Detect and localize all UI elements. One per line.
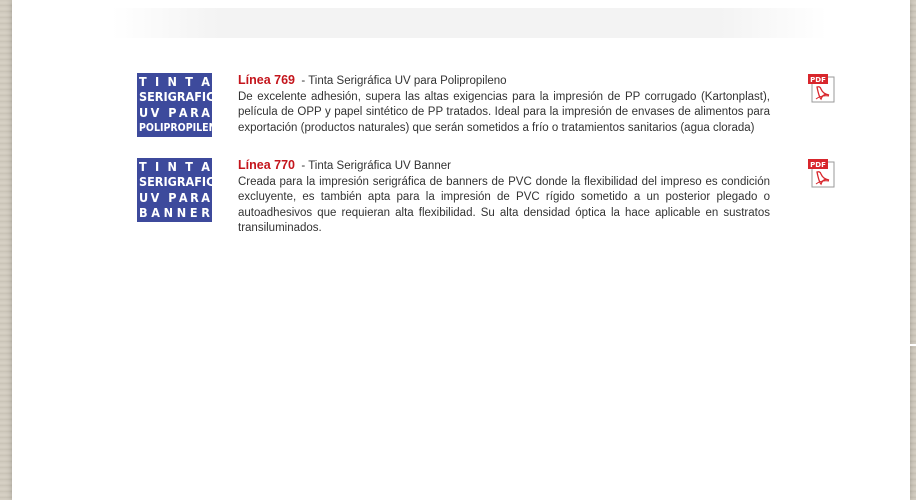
product-description: Creada para la impresión serigráfica de banners de PVC donde la flexibilidad del impreso es condición excluyente, es también apta para la impresión de PVC rígido sometido a un posterior plegado o autoadhesivos que requieran alta flexibilidad. Su alta densidad óptica la hace aplicable en sustratos transiluminados. bbox=[238, 175, 770, 234]
product-text bbox=[238, 158, 770, 237]
logo-line: POLIPROPILENO bbox=[139, 121, 225, 134]
pdf-label: PDF bbox=[810, 76, 826, 84]
top-band bbox=[112, 8, 827, 38]
product-logo-tile bbox=[137, 73, 225, 137]
product-description: De excelente adhesión, supera las altas exigencias para la impresión de PP corrugado (Kartonplast), película de OPP y papel sintético de PP tratados. Ideal para la impresión de envases de alimentos para exportación (productos naturales) que serán sometidos a frío o tratamientos sanitarios (agua clorada) bbox=[238, 90, 770, 134]
pdf-download-icon[interactable] bbox=[807, 73, 839, 103]
line-name: Línea 769 bbox=[238, 73, 295, 87]
line-subtitle: - Tinta Serigráfica UV Banner bbox=[301, 160, 451, 172]
product-title-row bbox=[238, 73, 770, 90]
line-subtitle: - Tinta Serigráfica UV para Polipropileno bbox=[301, 75, 507, 87]
logo-line: SERIGRAFICA bbox=[139, 174, 224, 190]
logo-line: U V P A R A bbox=[139, 189, 210, 205]
logo-line: T I N T A bbox=[139, 74, 210, 89]
content-panel bbox=[12, 0, 910, 500]
product-text bbox=[238, 73, 770, 136]
product-title-row bbox=[238, 158, 770, 175]
logo-line: U V P A R A bbox=[139, 104, 210, 120]
pdf-download-icon[interactable] bbox=[807, 158, 839, 188]
logo-line: B A N N E R bbox=[139, 204, 210, 220]
pdf-label: PDF bbox=[810, 161, 826, 169]
logo-line: T I N T A bbox=[139, 159, 210, 174]
line-name: Línea 770 bbox=[238, 158, 295, 172]
logo-line: SERIGRAFICA bbox=[139, 89, 224, 105]
edge-marker bbox=[908, 344, 916, 346]
product-logo-tile bbox=[137, 158, 224, 222]
